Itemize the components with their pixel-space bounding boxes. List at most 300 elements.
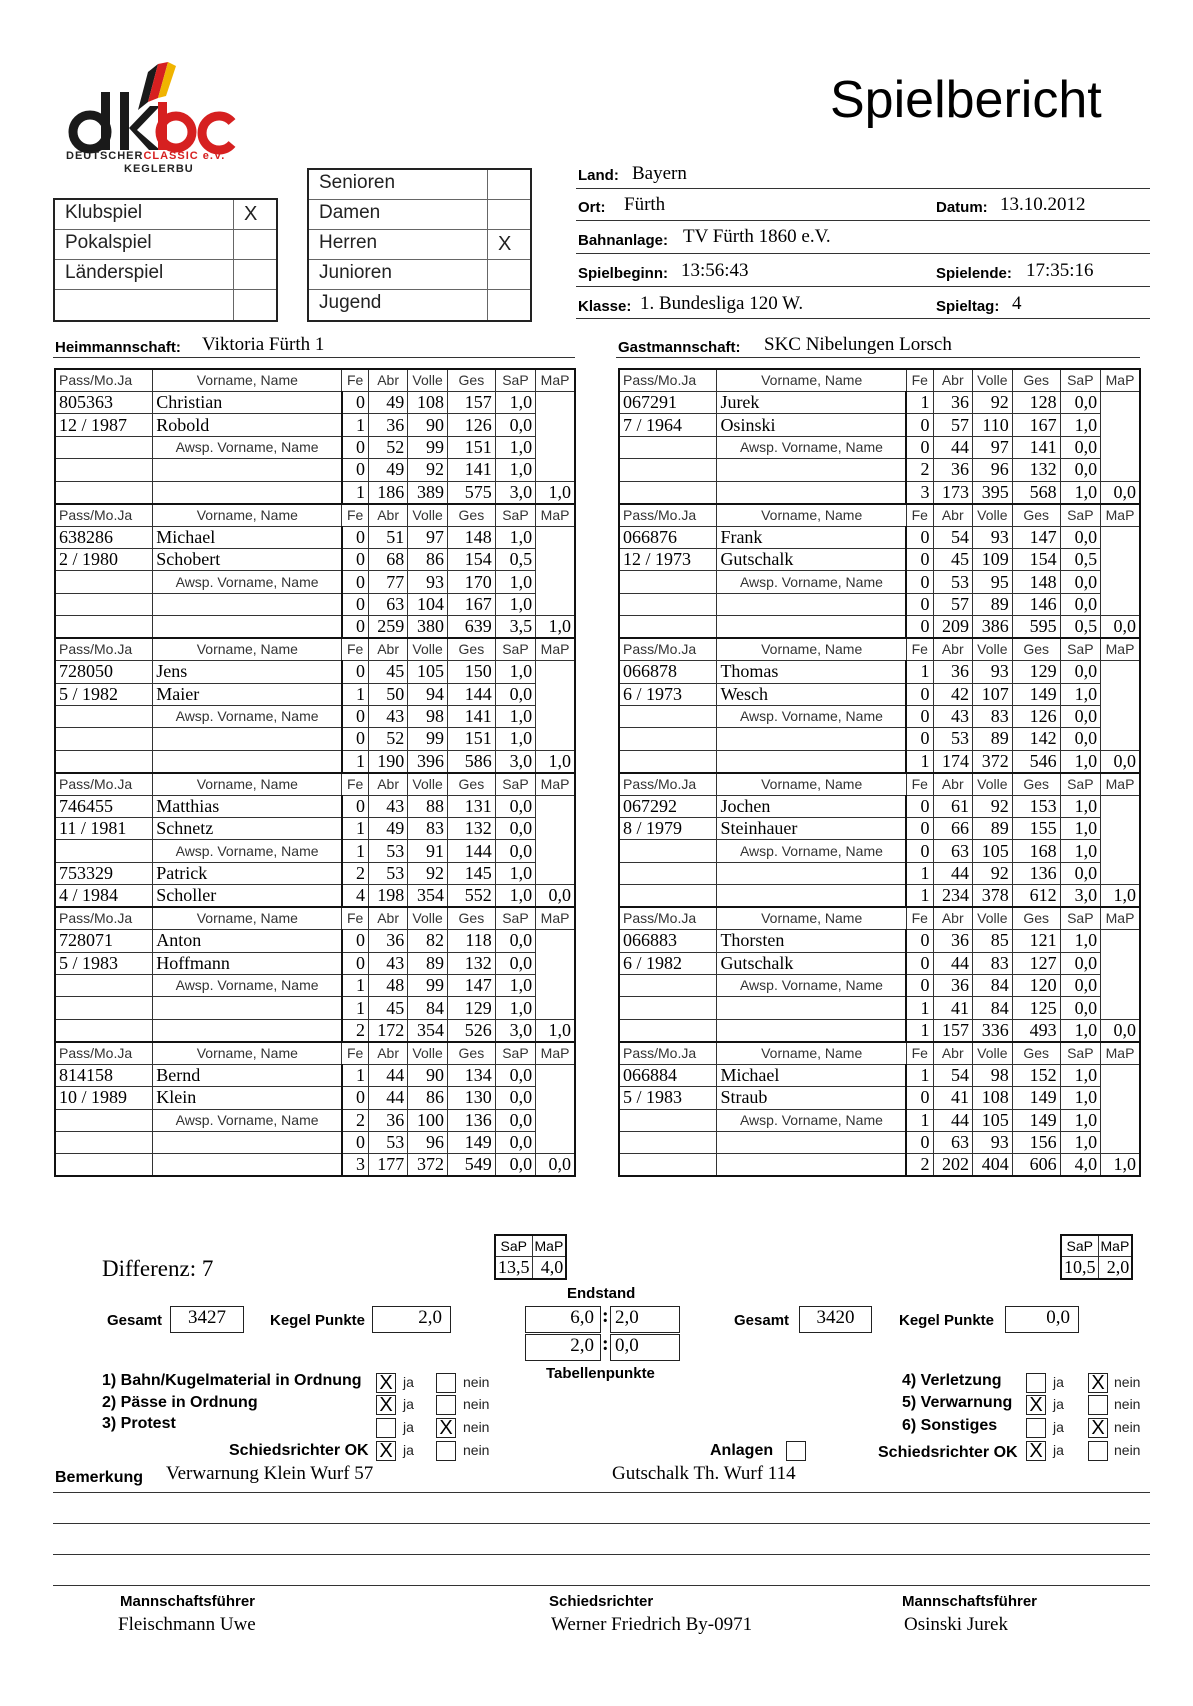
column-header: Volle	[408, 638, 448, 661]
abr-value: 42	[933, 683, 972, 705]
ende-label: Spielende:	[936, 265, 1012, 282]
game-type-pokalspiel: Pokalspiel	[55, 230, 276, 260]
pass-number	[619, 728, 717, 750]
sap-value: 0,0	[495, 1109, 535, 1131]
player-last-name: Gutschalk	[717, 548, 907, 570]
birth-date: 7 / 1964	[619, 414, 717, 436]
fe-value: 1	[906, 750, 933, 773]
check-protest-nein[interactable]: X	[436, 1418, 456, 1438]
sap-value: 0,5	[1060, 616, 1100, 639]
player-row	[619, 818, 1140, 840]
map-value	[1101, 414, 1140, 436]
birth-date	[55, 1019, 153, 1042]
sap-value: 0,0	[495, 1154, 535, 1177]
map-value	[1101, 930, 1140, 952]
ges-value: 127	[1012, 952, 1060, 974]
volle-value: 89	[972, 728, 1012, 750]
birth-date: 5 / 1983	[619, 1087, 717, 1109]
volle-value: 93	[972, 661, 1012, 683]
sap-value: 1,0	[495, 436, 535, 458]
player-first-name	[717, 459, 907, 481]
ort-label: Ort:	[578, 199, 606, 216]
abr-value: 45	[933, 548, 972, 570]
check-verwarnung-ja[interactable]: X	[1026, 1395, 1046, 1415]
player-first-name	[717, 997, 907, 1019]
map-value: 0,0	[1101, 481, 1140, 504]
column-header: Volle	[972, 907, 1012, 930]
column-header: Abr	[368, 907, 407, 930]
check-protest-label: 3) Protest	[102, 1415, 176, 1432]
sap-value: 0,0	[1060, 593, 1100, 615]
column-header: Vorname, Name	[153, 773, 342, 796]
volle-value: 372	[408, 1154, 448, 1177]
fe-value: 0	[342, 1131, 369, 1153]
map-value	[536, 392, 575, 414]
birth-date: 12 / 1987	[55, 414, 153, 436]
volle-value: 372	[972, 750, 1012, 773]
birth-date	[55, 975, 153, 997]
abr-value: 36	[933, 459, 972, 481]
guest-gesamt-label: Gesamt	[734, 1312, 790, 1329]
volle-value: 84	[972, 975, 1012, 997]
fe-value: 0	[342, 661, 369, 683]
volle-value: 354	[408, 1019, 448, 1042]
map-value	[1101, 683, 1140, 705]
abr-value: 43	[368, 952, 407, 974]
pass-number	[55, 593, 153, 615]
sap-value: 1,0	[1060, 1109, 1100, 1131]
abr-value: 57	[933, 593, 972, 615]
check-bahn-nein[interactable]	[436, 1373, 456, 1393]
page-title: Spielbericht	[830, 71, 1102, 129]
nein-label: nein	[1114, 1419, 1141, 1435]
guest-captain-name: Osinski Jurek	[904, 1614, 1008, 1635]
guest-total-sap: 10,5	[1061, 1256, 1098, 1279]
player-first-name: Thorsten	[717, 930, 907, 952]
sap-value: 1,0	[495, 392, 535, 414]
volle-value: 94	[408, 683, 448, 705]
column-header: Vorname, Name	[717, 504, 907, 527]
column-header: Pass/Mo.Ja	[55, 1042, 153, 1065]
column-header: Fe	[342, 907, 369, 930]
abr-value: 57	[933, 414, 972, 436]
column-header: SaP	[495, 773, 535, 796]
birth-date	[55, 750, 153, 773]
player-last-name	[153, 750, 342, 773]
table-header-row	[619, 369, 1140, 392]
volle-value: 98	[408, 705, 448, 727]
volle-value: 96	[972, 459, 1012, 481]
map-value: 0,0	[536, 885, 575, 908]
ges-value: 546	[1012, 750, 1060, 773]
check-bahn-ja[interactable]: X	[376, 1373, 396, 1393]
remark-text-1: Verwarnung Klein Wurf 57	[166, 1463, 374, 1484]
ges-value: 132	[447, 818, 495, 840]
pass-number: 067292	[619, 795, 717, 817]
volle-value: 83	[972, 705, 1012, 727]
spieltag-label: Spieltag:	[936, 298, 1000, 315]
fe-value: 1	[342, 481, 369, 504]
map-value: 0,0	[1101, 616, 1140, 639]
volle-value: 82	[408, 930, 448, 952]
column-header: Abr	[368, 504, 407, 527]
column-header: Volle	[972, 773, 1012, 796]
player-last-name: Maier	[153, 683, 342, 705]
birth-date: 5 / 1982	[55, 683, 153, 705]
column-header: Vorname, Name	[717, 369, 907, 392]
abr-value: 44	[368, 1087, 407, 1109]
tabellen-colon: :	[602, 1333, 609, 1355]
column-header: MaP	[536, 504, 575, 527]
abr-value: 234	[933, 885, 972, 908]
fe-value: 0	[342, 526, 369, 548]
column-header: SaP	[495, 638, 535, 661]
player-row	[55, 750, 575, 773]
fe-value: 1	[906, 862, 933, 884]
ges-value: 136	[1012, 862, 1060, 884]
column-header: Pass/Mo.Ja	[619, 1042, 717, 1065]
check-protest-ja[interactable]	[376, 1418, 396, 1438]
player-row	[55, 548, 575, 570]
column-header: Fe	[906, 369, 933, 392]
volle-value: 110	[972, 414, 1012, 436]
sap-value: 1,0	[1060, 750, 1100, 773]
player-row	[55, 930, 575, 952]
birth-date	[619, 840, 717, 862]
player-last-name	[717, 885, 907, 908]
check-schiri-right-ja[interactable]: X	[1026, 1441, 1046, 1461]
pass-number	[619, 997, 717, 1019]
player-first-name: Jochen	[717, 795, 907, 817]
volle-value: 92	[408, 862, 448, 884]
fe-value: 0	[342, 1087, 369, 1109]
player-row	[55, 975, 575, 997]
check-schiri-right-label: Schiedsrichter OK	[878, 1444, 1018, 1461]
abr-value: 44	[933, 1109, 972, 1131]
player-row	[619, 1064, 1140, 1086]
column-header: Volle	[408, 369, 448, 392]
map-value: 1,0	[536, 481, 575, 504]
map-value	[536, 1087, 575, 1109]
ges-value: 167	[447, 593, 495, 615]
ges-value: 606	[1012, 1154, 1060, 1177]
player-row	[619, 683, 1140, 705]
map-value	[1101, 571, 1140, 593]
column-header: Abr	[933, 773, 972, 796]
player-last-name: Scholler	[153, 885, 342, 908]
fe-value: 1	[906, 1109, 933, 1131]
volle-value: 84	[972, 997, 1012, 1019]
player-last-name: Straub	[717, 1087, 907, 1109]
birth-date	[619, 481, 717, 504]
volle-value: 99	[408, 436, 448, 458]
ende-value: 17:35:16	[1026, 260, 1094, 281]
abr-value: 190	[368, 750, 407, 773]
player-row	[619, 997, 1140, 1019]
column-header: Fe	[342, 504, 369, 527]
map-value	[536, 795, 575, 817]
anlagen-label: Anlagen	[710, 1442, 774, 1459]
abr-value: 50	[368, 683, 407, 705]
sap-value: 1,0	[1060, 1064, 1100, 1086]
guest-kegel: 0,0	[1005, 1306, 1079, 1333]
abr-value: 63	[933, 1131, 972, 1153]
map-value	[536, 459, 575, 481]
volle-value: 93	[972, 1131, 1012, 1153]
sap-value: 0,0	[495, 795, 535, 817]
dkbc-logo	[62, 62, 242, 187]
map-value	[1101, 795, 1140, 817]
nein-label: nein	[463, 1396, 490, 1412]
ges-value: 147	[1012, 526, 1060, 548]
nein-label: nein	[1114, 1374, 1141, 1390]
table-header-row	[55, 773, 575, 796]
volle-value: 396	[408, 750, 448, 773]
fe-value: 0	[906, 526, 933, 548]
check-paesse-label: 2) Pässe in Ordnung	[102, 1394, 258, 1411]
column-header: SaP	[1060, 1042, 1100, 1065]
bahn-value: TV Fürth 1860 e.V.	[683, 226, 831, 247]
player-row	[619, 885, 1140, 908]
map-value	[536, 548, 575, 570]
player-row	[619, 750, 1140, 773]
check-schiri-left-ja[interactable]: X	[376, 1441, 396, 1461]
table-header-row	[619, 773, 1140, 796]
map-value	[536, 930, 575, 952]
birth-date: 11 / 1981	[55, 818, 153, 840]
game-type-box	[53, 198, 278, 322]
map-value	[536, 1109, 575, 1131]
map-value	[536, 862, 575, 884]
beginn-label: Spielbeginn:	[578, 265, 668, 282]
anlagen-checkbox[interactable]	[786, 1441, 806, 1461]
ges-value: 131	[447, 795, 495, 817]
player-row	[55, 436, 575, 458]
home-captain-name: Fleischmann Uwe	[118, 1614, 256, 1635]
fe-value: 0	[342, 548, 369, 570]
check-verwarnung-nein[interactable]	[1088, 1395, 1108, 1415]
sap-value: 1,0	[1060, 414, 1100, 436]
column-header: Pass/Mo.Ja	[619, 907, 717, 930]
fe-value: 0	[342, 795, 369, 817]
pass-number: 066883	[619, 930, 717, 952]
player-last-name	[153, 1154, 342, 1177]
player-row	[619, 728, 1140, 750]
pass-number: 066876	[619, 526, 717, 548]
player-first-name: Matthias	[153, 795, 342, 817]
map-value	[1101, 705, 1140, 727]
sap-value: 0,0	[1060, 997, 1100, 1019]
player-last-name: Schobert	[153, 548, 342, 570]
sap-value: 1,0	[495, 661, 535, 683]
abr-value: 157	[933, 1019, 972, 1042]
tabellen-home: 2,0	[525, 1334, 601, 1361]
column-header: Fe	[906, 638, 933, 661]
player-row	[619, 1131, 1140, 1153]
pass-number: 728050	[55, 661, 153, 683]
fe-value: 2	[342, 1019, 369, 1042]
player-row	[55, 661, 575, 683]
sap-value: 1,0	[495, 862, 535, 884]
ges-value: 152	[1012, 1064, 1060, 1086]
volle-value: 91	[408, 840, 448, 862]
ges-value: 141	[1012, 436, 1060, 458]
referee-label: Schiedsrichter	[549, 1593, 654, 1610]
map-value	[536, 840, 575, 862]
column-header: Ges	[447, 773, 495, 796]
table-header-row	[619, 1042, 1140, 1065]
fe-value: 1	[342, 975, 369, 997]
abr-value: 36	[368, 414, 407, 436]
column-header: SaP	[1060, 907, 1100, 930]
pass-number	[55, 459, 153, 481]
column-header: Abr	[933, 369, 972, 392]
player-first-name	[153, 1131, 342, 1153]
map-value	[536, 593, 575, 615]
column-header: Ges	[447, 907, 495, 930]
abr-value: 41	[933, 1087, 972, 1109]
volle-value: 89	[408, 952, 448, 974]
player-last-name	[717, 750, 907, 773]
sap-value: 0,0	[1060, 526, 1100, 548]
volle-value: 92	[972, 862, 1012, 884]
column-header: SaP	[495, 504, 535, 527]
check-verletzung-nein[interactable]: X	[1088, 1373, 1108, 1393]
check-paesse-nein[interactable]	[436, 1395, 456, 1415]
check-schiri-right-nein[interactable]	[1088, 1441, 1108, 1461]
nein-label: nein	[463, 1442, 490, 1458]
referee-name: Werner Friedrich By-0971	[551, 1614, 753, 1635]
logo-text-2: CLASSIC e.V.	[143, 150, 226, 162]
fe-value: 3	[906, 481, 933, 504]
logo-text-3: KEGLERBU	[124, 163, 194, 175]
abr-value: 44	[368, 1064, 407, 1086]
pass-number: 728071	[55, 930, 153, 952]
home-captain-label: Mannschaftsführer	[120, 1593, 256, 1610]
volle-value: 395	[972, 481, 1012, 504]
map-value	[1101, 436, 1140, 458]
ges-value: 568	[1012, 481, 1060, 504]
game-type-laenderspiel: Länderspiel	[55, 260, 276, 290]
map-value	[536, 705, 575, 727]
player-last-name: Steinhauer	[717, 818, 907, 840]
player-row	[55, 862, 575, 884]
ges-value: 170	[447, 571, 495, 593]
tabellen-label: Tabellenpunkte	[546, 1365, 655, 1382]
category-herren: Herren X	[309, 230, 530, 260]
map-value	[536, 818, 575, 840]
birth-date	[619, 571, 717, 593]
fe-value: 2	[342, 1109, 369, 1131]
tabellen-guest: 0,0	[610, 1334, 680, 1361]
abr-value: 36	[933, 661, 972, 683]
check-verletzung-label: 4) Verletzung	[902, 1372, 1002, 1389]
ges-value: 149	[1012, 1087, 1060, 1109]
map-value	[1101, 840, 1140, 862]
datum-value: 13.10.2012	[1000, 194, 1086, 215]
table-header-row	[619, 638, 1140, 661]
guest-kegel-label: Kegel Punkte	[899, 1312, 995, 1329]
birth-date	[619, 436, 717, 458]
abr-value: 36	[933, 975, 972, 997]
check-paesse-ja[interactable]: X	[376, 1395, 396, 1415]
guest-gesamt: 3420	[799, 1306, 872, 1333]
sap-value: 0,0	[495, 840, 535, 862]
sap-value: 4,0	[1060, 1154, 1100, 1177]
check-sonstiges-ja[interactable]	[1026, 1418, 1046, 1438]
birth-date: 6 / 1973	[619, 683, 717, 705]
sap-value: 1,0	[1060, 818, 1100, 840]
player-first-name: Frank	[717, 526, 907, 548]
abr-value: 41	[933, 997, 972, 1019]
fe-value: 0	[906, 930, 933, 952]
birth-date: 10 / 1989	[55, 1087, 153, 1109]
abr-value: 36	[933, 930, 972, 952]
logo-text-1: DEUTSCHER	[66, 150, 144, 162]
abr-value: 52	[368, 436, 407, 458]
column-header: Ges	[447, 369, 495, 392]
fe-value: 1	[906, 661, 933, 683]
ges-value: 147	[447, 975, 495, 997]
sap-value: 0,0	[495, 1064, 535, 1086]
check-bahn-label: 1) Bahn/Kugelmaterial in Ordnung	[102, 1372, 362, 1389]
game-type-klubspiel: Klubspiel X	[55, 200, 276, 230]
beginn-value: 13:56:43	[681, 260, 749, 281]
column-header: Fe	[342, 638, 369, 661]
substitute-label: Awsp. Vorname, Name	[153, 436, 342, 458]
abr-value: 43	[368, 795, 407, 817]
check-verwarnung-label: 5) Verwarnung	[902, 1394, 1013, 1411]
column-header: Abr	[368, 369, 407, 392]
player-row	[55, 705, 575, 727]
check-sonstiges-nein[interactable]: X	[1088, 1418, 1108, 1438]
guest-total-map-header: MaP	[1098, 1235, 1132, 1256]
land-label: Land:	[578, 167, 619, 184]
ges-value: 167	[1012, 414, 1060, 436]
fe-value: 3	[342, 1154, 369, 1177]
fe-value: 0	[906, 975, 933, 997]
sap-value: 0,0	[1060, 459, 1100, 481]
fe-value: 0	[906, 952, 933, 974]
column-header: SaP	[495, 1042, 535, 1065]
player-row	[55, 593, 575, 615]
player-first-name: Patrick	[153, 862, 342, 884]
check-schiri-left-nein[interactable]	[436, 1441, 456, 1461]
home-kegel-label: Kegel Punkte	[270, 1312, 366, 1329]
column-header: Vorname, Name	[153, 369, 342, 392]
check-verletzung-ja[interactable]	[1026, 1373, 1046, 1393]
column-header: Ges	[1012, 907, 1060, 930]
column-header: Volle	[972, 1042, 1012, 1065]
sap-value: 0,5	[1060, 548, 1100, 570]
volle-value: 89	[972, 593, 1012, 615]
ges-value: 586	[447, 750, 495, 773]
birth-date	[55, 705, 153, 727]
abr-value: 53	[933, 728, 972, 750]
sap-value: 0,0	[495, 1087, 535, 1109]
column-header: SaP	[1060, 773, 1100, 796]
endstand-guest: 2,0	[610, 1306, 680, 1333]
map-value	[1101, 862, 1140, 884]
player-row	[619, 1109, 1140, 1131]
sap-value: 1,0	[495, 885, 535, 908]
ges-value: 149	[447, 1131, 495, 1153]
abr-value: 172	[368, 1019, 407, 1042]
abr-value: 43	[368, 705, 407, 727]
abr-value: 36	[933, 392, 972, 414]
column-header: MaP	[536, 369, 575, 392]
table-header-row	[55, 504, 575, 527]
